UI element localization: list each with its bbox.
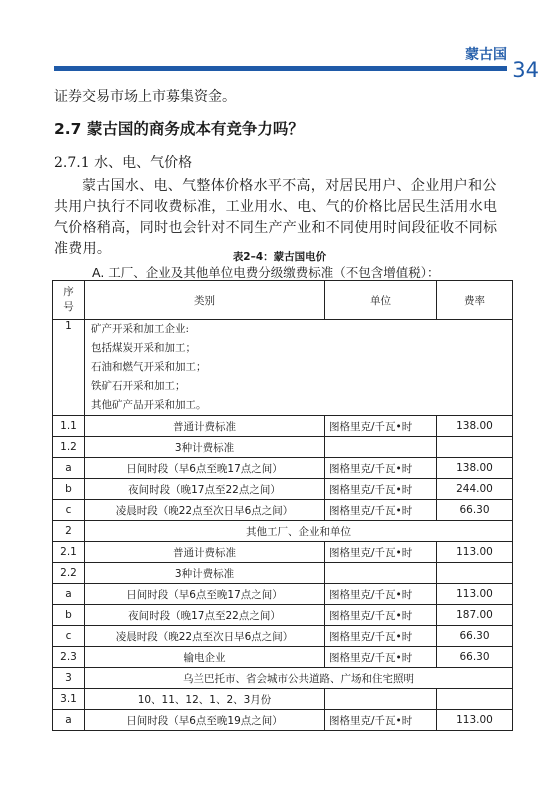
row-no: a — [53, 584, 85, 605]
row-no: b — [53, 605, 85, 626]
row-no: 2.3 — [53, 647, 85, 668]
table-row — [53, 563, 513, 584]
row-unit — [325, 437, 437, 458]
row-category: 其他工厂、企业和单位 — [85, 521, 513, 542]
row-no: 1.1 — [53, 416, 85, 437]
row-rate — [437, 563, 513, 584]
row-rate: 66.30 — [437, 500, 513, 521]
header-no — [53, 281, 85, 320]
row-unit: 图格里克/千瓦•时 — [325, 458, 437, 479]
subsection-title: 2.7.1 水、电、气价格 — [54, 155, 193, 171]
row-no: 3 — [53, 668, 85, 689]
row-no: 2.1 — [53, 542, 85, 563]
table-row — [53, 416, 513, 437]
category-line: 铁矿石开采和加工； — [91, 380, 186, 392]
row-rate: 66.30 — [437, 647, 513, 668]
category-line: 其他矿产品开采和加工。 — [91, 399, 207, 411]
row-rate: 138.00 — [437, 458, 513, 479]
category-line: 石油和燃气开采和加工； — [91, 361, 207, 373]
row-no: c — [53, 626, 85, 647]
category-line: 包括煤炭开采和加工； — [91, 342, 196, 354]
row-rate — [437, 689, 513, 710]
table-row — [53, 521, 513, 542]
table-row — [53, 437, 513, 458]
row-no: b — [53, 479, 85, 500]
row-unit: 图格里克/千瓦•时 — [325, 542, 437, 563]
table-subtitle: A. 工厂、企业及其他单位电费分级缴费标准（不包含增值税）： — [92, 265, 440, 280]
row-unit: 图格里克/千瓦•时 — [325, 605, 437, 626]
table-row — [53, 500, 513, 521]
row-rate: 113.00 — [437, 584, 513, 605]
row-unit: 图格里克/千瓦•时 — [325, 500, 437, 521]
table-row — [53, 584, 513, 605]
row-category: 夜间时段（晚17点至22点之间） — [85, 479, 325, 500]
row-category: 日间时段（早6点至晚19点之间） — [85, 710, 325, 731]
row-rate — [437, 437, 513, 458]
row-unit: 图格里克/千瓦•时 — [325, 479, 437, 500]
row-no: a — [53, 458, 85, 479]
table-header-row — [53, 281, 513, 320]
category-line: 矿产开采和加工企业: — [91, 323, 190, 335]
header-rule — [54, 66, 507, 71]
row-no: 1.2 — [53, 437, 85, 458]
section-title: 2.7 蒙古国的商务成本有竞争力吗？ — [54, 120, 304, 138]
continuation-text: 证券交易市场上市募集资金。 — [54, 89, 236, 105]
row-rate: 66.30 — [437, 626, 513, 647]
row-unit: 图格里克/千瓦•时 — [325, 416, 437, 437]
row-unit: 图格里克/千瓦•时 — [325, 647, 437, 668]
row-category: 凌晨时段（晚22点至次日早6点之间） — [85, 626, 325, 647]
row-rate: 138.00 — [437, 416, 513, 437]
electricity-tariff-table — [52, 280, 513, 731]
row-no: 3.1 — [53, 689, 85, 710]
table-row — [53, 605, 513, 626]
table-row — [53, 647, 513, 668]
table-row — [53, 542, 513, 563]
row-no: 2.2 — [53, 563, 85, 584]
row-category: 3种计费标准 — [85, 563, 325, 584]
row-unit — [325, 563, 437, 584]
header-category: 类别 — [85, 281, 325, 320]
row-category: 日间时段（早6点至晚17点之间） — [85, 458, 325, 479]
table-row — [53, 668, 513, 689]
row-rate: 187.00 — [437, 605, 513, 626]
header-country-name: 蒙古国 — [465, 47, 507, 63]
header-no-line1: 序 — [63, 286, 74, 298]
row-category: 输电企业 — [85, 647, 325, 668]
table-row — [53, 479, 513, 500]
row-category: 10、11、12、1、2、3月份 — [85, 689, 325, 710]
row-unit: 图格里克/千瓦•时 — [325, 626, 437, 647]
row-rate: 113.00 — [437, 710, 513, 731]
row-rate: 244.00 — [437, 479, 513, 500]
row-category: 凌晨时段（晚22点至次日早6点之间） — [85, 500, 325, 521]
table-row — [53, 689, 513, 710]
table-caption: 表2–4：蒙古国电价 — [232, 251, 327, 263]
table-row — [53, 626, 513, 647]
header-no-line2: 号 — [63, 301, 74, 313]
row-no: a — [53, 710, 85, 731]
row-unit — [325, 689, 437, 710]
header-unit: 单位 — [325, 281, 437, 320]
row-category: 日间时段（早6点至晚17点之间） — [85, 584, 325, 605]
row-no: c — [53, 500, 85, 521]
row-category: 乌兰巴托市、省会城市公共道路、广场和住宅照明 — [85, 668, 513, 689]
header-rate: 费率 — [437, 281, 513, 320]
row-category-multiline — [85, 320, 513, 416]
table-row — [53, 710, 513, 731]
row-no: 1 — [53, 320, 85, 416]
row-unit: 图格里克/千瓦•时 — [325, 710, 437, 731]
body-paragraph: 蒙古国水、电、气整体价格水平不高，对居民用户、企业用户和公共用户执行不同收费标准，工业用水、电、气的价格比居民生活用水电气价格稍高，同时也会针对不同生产产业和不同使用时间段征收不同标准费用。 — [54, 178, 498, 257]
row-category: 普通计费标准 — [85, 542, 325, 563]
row-category: 3种计费标准 — [85, 437, 325, 458]
row-category: 普通计费标准 — [85, 416, 325, 437]
row-category: 夜间时段（晚17点至22点之间） — [85, 605, 325, 626]
row-unit: 图格里克/千瓦•时 — [325, 584, 437, 605]
table-row — [53, 458, 513, 479]
row-rate: 113.00 — [437, 542, 513, 563]
page-number: 34 — [512, 58, 539, 82]
table-row — [53, 320, 513, 416]
row-no: 2 — [53, 521, 85, 542]
